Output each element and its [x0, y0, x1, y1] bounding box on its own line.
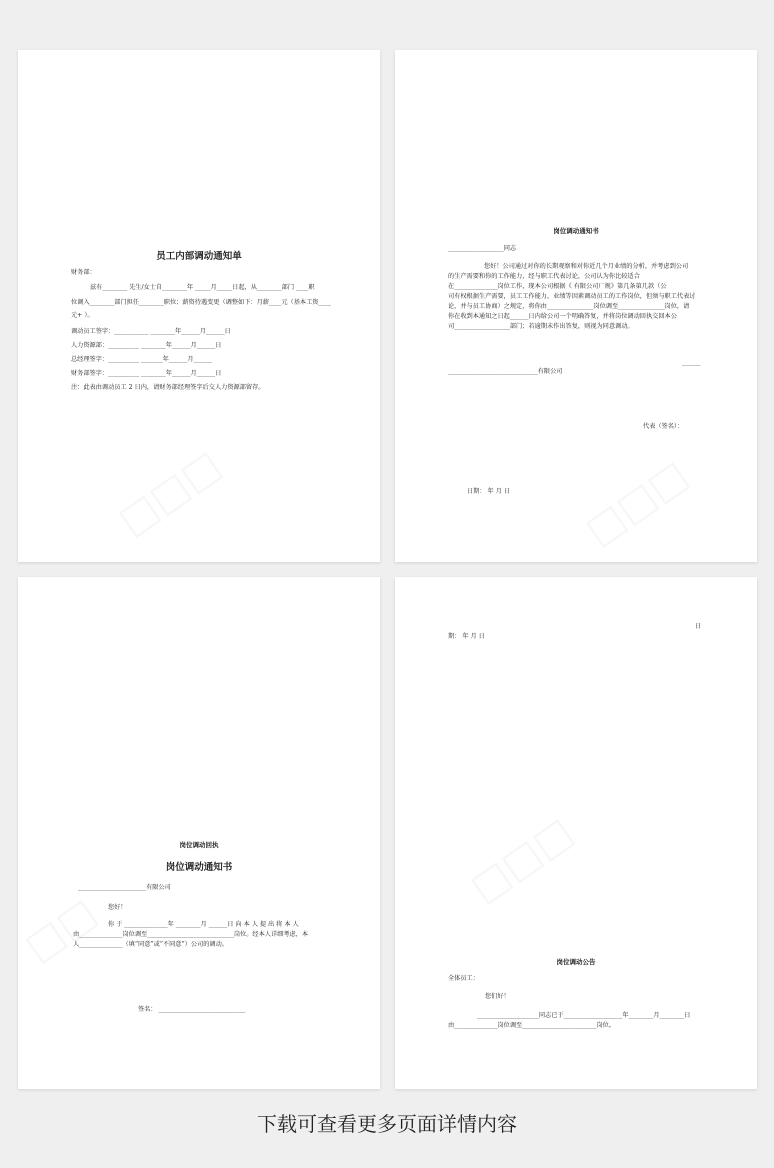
- document-page-3: [18, 577, 380, 1089]
- page3-line: 人______________（填“同意”或“不同意”）公司的调动。: [73, 941, 228, 948]
- page3-signature: 签名： ____________________________: [138, 1006, 246, 1013]
- page1-title: 员工内部调动通知单: [156, 251, 242, 262]
- page1-note: 注：此表由调动员工 2 日内，请财务部经理签字后交人力资源部留存。: [71, 384, 265, 391]
- page3-line: 您好！: [108, 904, 127, 911]
- page3-subtitle: 岗位调动回执: [179, 841, 219, 849]
- page3-title: 岗位调动通知书: [165, 862, 233, 873]
- page2-title: 岗位调动通知书: [553, 227, 599, 235]
- watermark: [110, 442, 229, 545]
- page2-line: 的生产需要和你的工作能力，经与职工代表讨论，公司认为你比较适合: [448, 273, 640, 280]
- page1-line: 兹有________ 先生/女士自________年 _____月_____日起，从________部门 ____职: [90, 284, 315, 291]
- page1-line: 调动员工签字：___________ ________年______月______日: [71, 328, 231, 335]
- page3-line: 由______________岗位调至____________________________岗位。经本人详细考虑，本: [73, 931, 309, 938]
- page4-title: 岗位调动公告: [556, 958, 596, 966]
- document-page-4: [395, 577, 757, 1089]
- page4-line: 由______________岗位调至________________________岗位。: [448, 1022, 616, 1029]
- document-page-2: [395, 50, 757, 562]
- page2-date: 日期： 年 月 日: [467, 488, 511, 495]
- page2-line: 你在收到本通知之日起______日内给公司一个明确答复，并将岗位调动回执交回本公: [448, 313, 677, 320]
- page2-line: 您好！公司通过对你的长期观察和对你近几个月业绩的分析，并考虑到公司: [484, 263, 689, 270]
- page1-line: 财务部签字：__________ ________年______月______日: [71, 370, 222, 377]
- page3-line: ______________________有限公司: [78, 884, 171, 891]
- page1-line: 元+ ）。: [71, 312, 94, 319]
- document-page-1: [18, 50, 380, 562]
- page1-line: 人力资源部：__________ ________年______月______日: [71, 342, 222, 349]
- page4-date: 期： 年 月 日: [448, 633, 485, 640]
- page4-line: 您们好！: [485, 993, 510, 1000]
- page3-line: 你 于 ______________年 ________月 ______日 向 本 人 提 出 将 本 人: [108, 921, 299, 928]
- page2-company-line: _____________________________有限公司: [448, 368, 563, 375]
- page2-line: ______: [682, 359, 701, 366]
- page4-line: 日: [695, 623, 702, 630]
- page2-line: __________________同志: [448, 245, 517, 252]
- page2-line: 司有权根据生产需要，员工工作能力，业绩等因素调动员工的工作岗位，但须与职工代表讨: [448, 293, 696, 300]
- watermark: [17, 889, 105, 970]
- page2-line: 司__________________部门；若逾期未作出答复，则视为同意调动。: [448, 323, 634, 330]
- page1-line: 总经理签字：__________ _______年______月______: [71, 356, 213, 363]
- page1-line: 财务部：: [71, 269, 96, 276]
- page2-line: 论，并与员工协商）之规定，将你由_______________岗位调至_______________岗位，请: [448, 303, 690, 310]
- page4-line: 全体员工：: [448, 975, 479, 982]
- download-caption: 下载可查看更多页面详情内容: [257, 1112, 517, 1136]
- page4-line: ____________________同志已于___________________年________月________日: [477, 1012, 691, 1019]
- page2-representative: 代表（签名）：: [643, 423, 684, 430]
- page1-line: 位调入________部门担任________职位；薪资待遇变更（调整如下：月薪____元（基本工资____: [71, 299, 331, 306]
- page2-line: 在______________岗位工作，现本公司根据《 有限公司厂规》第几条第几款（公: [448, 283, 667, 290]
- watermark: [462, 809, 581, 912]
- watermark: [577, 452, 696, 555]
